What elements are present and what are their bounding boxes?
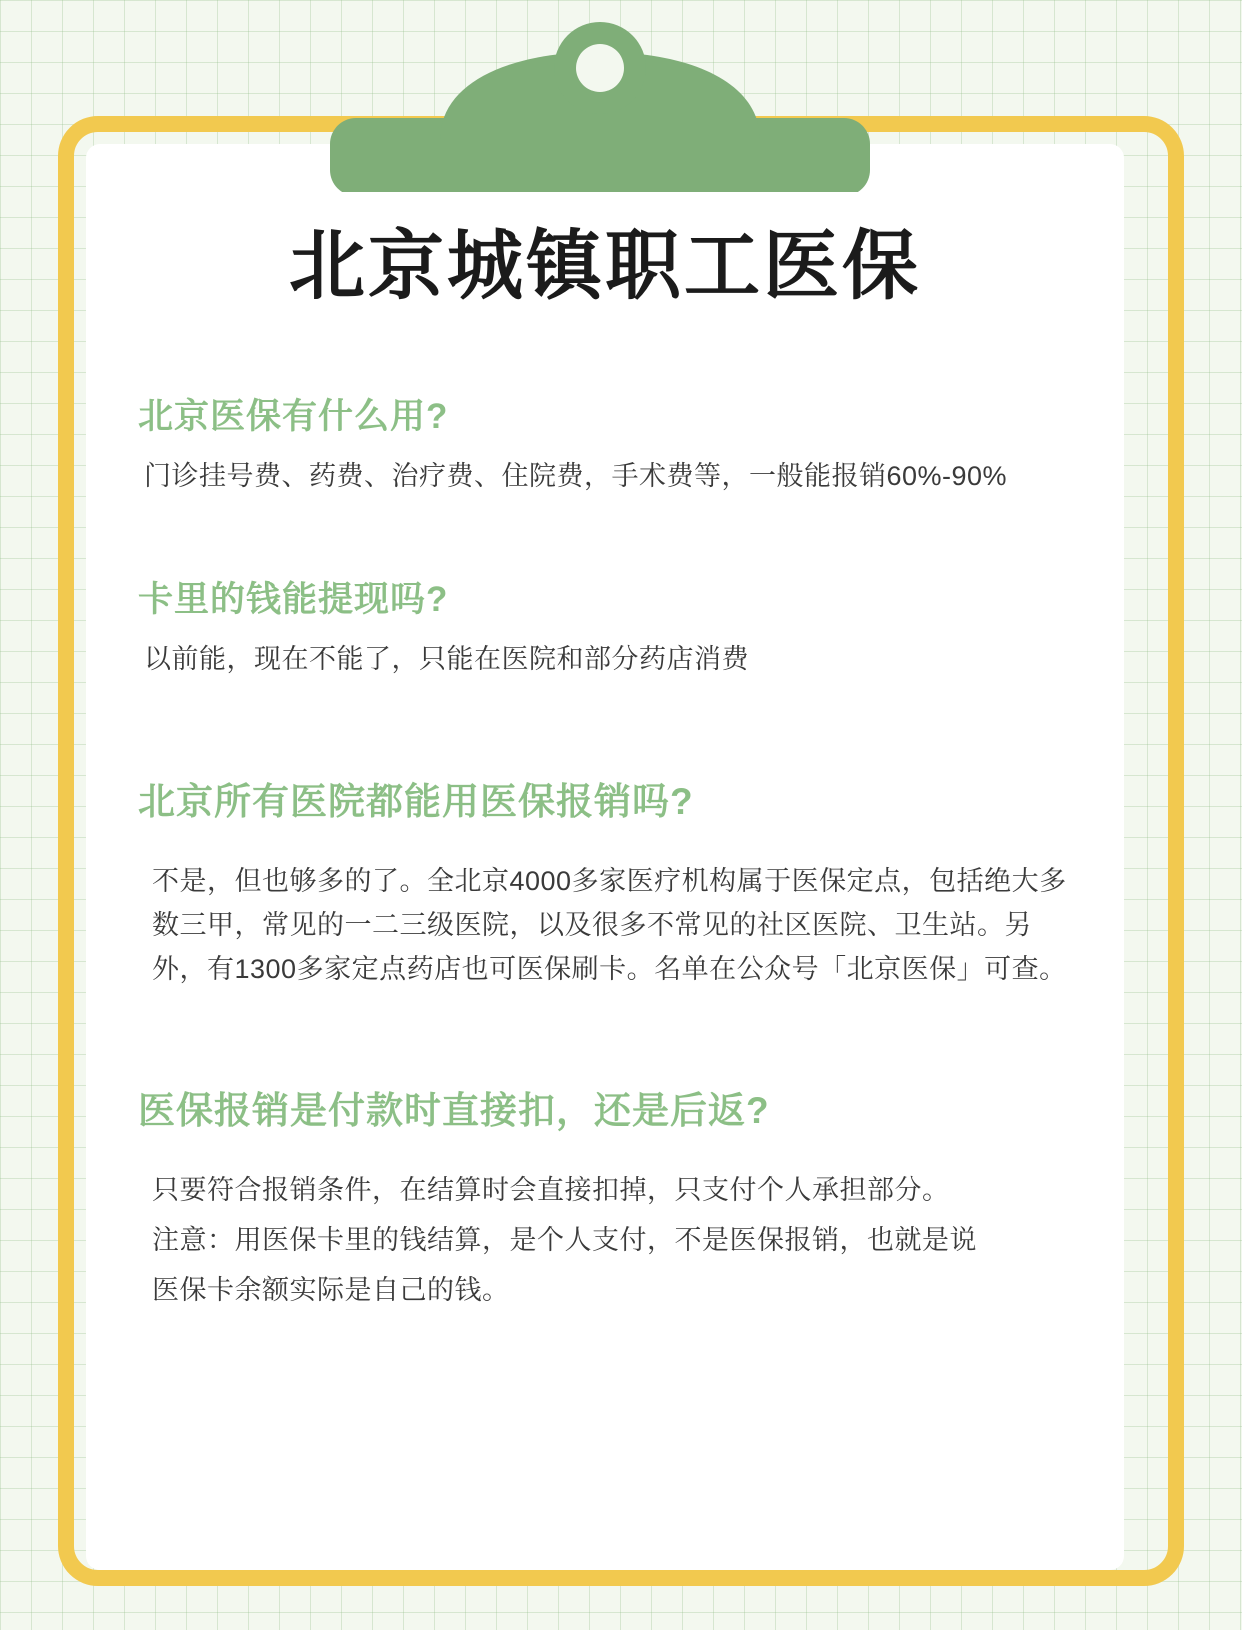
qa-answer-3-line-1: 不是，但也够多的了。全北京4000多家医疗机构属于医保定点，包括绝大多数三甲，常见的一二三级医院，以及很多不常见的社区医院、卫生站。另外，有1300多家定点药店也可医保刷卡。名单在公众号「北京医保」可查。: [152, 866, 1067, 984]
qa-question-2: 卡里的钱能提现吗?: [138, 579, 449, 619]
qa-question-4: 医保报销是付款时直接扣，还是后返?: [138, 1090, 770, 1132]
document-content: [86, 144, 1124, 1570]
qa-answer-4-line-1: 只要符合报销条件，在结算时会直接扣掉，只支付个人承担部分。: [152, 1175, 950, 1206]
qa-answer-1: [138, 455, 1072, 499]
qa-block-1: [138, 394, 1072, 499]
qa-answer-2-line-1: 以前能，现在不能了，只能在医院和部分药店消费: [144, 644, 749, 675]
qa-answer-4-line-3: 医保卡余额实际是自己的钱。: [152, 1274, 510, 1305]
qa-question-3: 北京所有医院都能用医保报销吗?: [138, 781, 694, 823]
qa-answer-3: [138, 860, 1072, 991]
page-title: 北京城镇职工医保: [289, 221, 921, 310]
qa-block-3: [138, 778, 1072, 991]
qa-answer-2: [138, 638, 1072, 682]
qa-block-4: [138, 1087, 1072, 1312]
qa-answer-4: [138, 1169, 1072, 1312]
qa-answer-1-line-1: 门诊挂号费、药费、治疗费、住院费，手术费等，一般能报销60%-90%: [144, 461, 1008, 492]
qa-block-2: [138, 577, 1072, 682]
qa-answer-4-line-2: 注意：用医保卡里的钱结算，是个人支付，不是医保报销，也就是说: [152, 1225, 977, 1256]
qa-question-1: 北京医保有什么用?: [138, 396, 449, 436]
